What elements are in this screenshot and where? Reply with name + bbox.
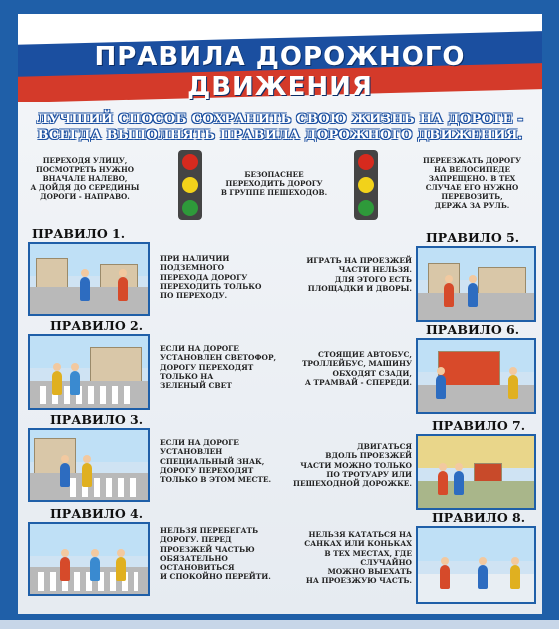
rule-line: МОЖНО ВЫЕХАТЬ (327, 567, 412, 577)
rule-line: И СПОКОЙНО ПЕРЕЙТИ. (160, 572, 271, 582)
rule-6-illustration (416, 338, 536, 414)
tip-line: ПЕРЕХОДИТЬ ДОРОГУ (225, 179, 323, 188)
rule-line: САНКАХ ИЛИ КОНЬКАХ (304, 539, 412, 549)
rule-line: ПО ТРОТУАРУ ИЛИ (326, 469, 412, 479)
rule-line: ЧАСТИ НЕЛЬЗЯ. (338, 265, 412, 275)
rule-line: ПЕРЕХОДИТЬ ТОЛЬКО (160, 281, 262, 291)
rule-1-text (160, 254, 290, 300)
rule-line: ДОРОГУ. ПЕРЕД (160, 535, 232, 545)
rule-2-heading: ПРАВИЛО 2. (50, 318, 144, 333)
tip-line: В ГРУППЕ ПЕШЕХОДОВ. (220, 188, 328, 197)
rule-line: СПЕЦИАЛЬНЫЙ ЗНАК, (160, 456, 265, 466)
rule-line: ПРОЕЗЖЕЙ ЧАСТЬЮ (160, 544, 255, 554)
rule-line: В ТЕХ МЕСТАХ, ГДЕ (324, 548, 412, 558)
rule-line: ЗЕЛЕНЫЙ СВЕТ (160, 381, 232, 391)
rule-line: ОСТАНОВИТЬСЯ (160, 563, 235, 573)
tip-line: ЗАПРЕЩЕНО. В ТЕХ (428, 174, 516, 183)
rule-line: УСТАНОВЛЕН (160, 447, 223, 457)
rule-line: ДЛЯ ЭТОГО ЕСТЬ (334, 274, 412, 284)
rule-6-text (272, 350, 412, 387)
rule-line: ЧАСТИ МОЖНО ТОЛЬКО (300, 460, 412, 470)
rule-line: ОБЯЗАТЕЛЬНО (160, 553, 228, 563)
slogan (28, 112, 532, 144)
rule-line: А ТРАМВАЙ - СПЕРЕДИ. (304, 377, 412, 387)
rule-3-heading: ПРАВИЛО 3. (50, 412, 144, 427)
rule-line: ПЛОЩАДКИ И ДВОРЫ. (307, 283, 412, 293)
rule-line: ДОРОГУ ПЕРЕХОДЯТ (160, 362, 254, 372)
rule-line: НЕЛЬЗЯ ПЕРЕБЕГАТЬ (160, 526, 259, 535)
tip-line: ПОСМОТРЕТЬ НУЖНО (35, 165, 135, 174)
tip-middle (214, 170, 334, 197)
rule-line: ДВИГАТЬСЯ (357, 442, 412, 451)
tip-left (26, 156, 144, 201)
rule-line: ВДОЛЬ ПРОЕЗЖЕЙ (325, 451, 412, 461)
rule-8-illustration (416, 526, 536, 604)
bottom-strip (0, 620, 559, 629)
rule-line: НЕЛЬЗЯ КАТАТЬСЯ НА (308, 530, 412, 539)
page-title: ПРАВИЛА ДОРОЖНОГО ДВИЖЕНИЯ (94, 42, 466, 102)
tip-line: ПЕРЕХОДЯ УЛИЦУ, (42, 156, 128, 165)
rule-line: НА ПРОЕЗЖУЮ ЧАСТЬ. (305, 576, 412, 586)
rule-6-heading: ПРАВИЛО 6. (426, 322, 520, 337)
rule-line: СТОЯЩИЕ АВТОБУС, (317, 350, 412, 359)
rule-line: УСТАНОВЛЕН СВЕТОФОР, (160, 353, 277, 363)
slogan-line-1: ЛУЧШИЙ СПОСОБ СОХРАНИТЬ СВОЮ ЖИЗНЬ НА ДОРОГЕ - (36, 112, 524, 127)
rule-8-text (272, 530, 412, 586)
rule-5-illustration (416, 246, 536, 322)
tip-line: ДЕРЖА ЗА РУЛЬ. (434, 201, 510, 210)
rule-7-text (272, 442, 412, 488)
rule-2-illustration (28, 334, 150, 410)
tip-line: ВНАЧАЛЕ НАЛЕВО, (42, 174, 128, 183)
rule-7-illustration (416, 434, 536, 510)
rule-1-illustration (28, 242, 150, 316)
rule-line: ПО ПЕРЕХОДУ. (160, 291, 228, 301)
rule-line: ОБХОДЯТ СЗАДИ, (332, 368, 412, 378)
rule-line: ПРИ НАЛИЧИИ (160, 254, 230, 263)
traffic-light-icon (354, 150, 378, 220)
rule-4-illustration (28, 522, 150, 596)
traffic-light-icon (178, 150, 202, 220)
rule-3-illustration (28, 428, 150, 502)
rule-line: ЕСЛИ НА ДОРОГЕ (160, 438, 239, 447)
rule-line: ТОЛЬКО НА (160, 371, 214, 381)
rule-5-heading: ПРАВИЛО 5. (426, 230, 520, 245)
tip-line: НА ВЕЛОСИПЕДЕ (434, 165, 510, 174)
tip-line: СЛУЧАЕ ЕГО НУЖНО (425, 183, 519, 192)
slogan-line-2: ВСЕГДА ВЫПОЛНЯТЬ ПРАВИЛА ДОРОЖНОГО ДВИЖЕНИЯ. (37, 128, 523, 143)
rule-line: ПЕРЕХОДА ДОРОГУ (160, 272, 248, 282)
tip-line: А ДОЙДЯ ДО СЕРЕДИНЫ (30, 183, 140, 192)
rule-line: ПЕШЕХОДНОЙ ДОРОЖКЕ. (293, 479, 412, 489)
rule-line: ЕСЛИ НА ДОРОГЕ (160, 344, 239, 353)
rule-5-text (272, 256, 412, 293)
tip-line: БЕЗОПАСНЕЕ (244, 170, 304, 179)
rule-line: ПОДЗЕМНОГО (160, 263, 225, 273)
poster-body (18, 14, 542, 614)
rule-7-heading: ПРАВИЛО 7. (432, 418, 526, 433)
rule-1-heading: ПРАВИЛО 1. (32, 226, 126, 241)
rule-4-heading: ПРАВИЛО 4. (50, 506, 144, 521)
rule-line: ТОЛЬКО В ЭТОМ МЕСТЕ. (160, 475, 272, 485)
rule-line: ТРОЛЛЕЙБУС, МАШИНУ (301, 359, 412, 369)
rule-line: ДОРОГУ ПЕРЕХОДЯТ (160, 465, 254, 475)
tip-line: ДОРОГИ - НАПРАВО. (40, 192, 130, 201)
tip-line: ПЕРЕЕЗЖАТЬ ДОРОГУ (423, 156, 521, 165)
tip-right (412, 156, 532, 210)
rule-line: СЛУЧАЙНО (360, 557, 412, 567)
rule-line: ИГРАТЬ НА ПРОЕЗЖЕЙ (306, 256, 412, 265)
rule-8-heading: ПРАВИЛО 8. (432, 510, 526, 525)
tip-line: ПЕРЕВОЗИТЬ, (441, 192, 503, 201)
